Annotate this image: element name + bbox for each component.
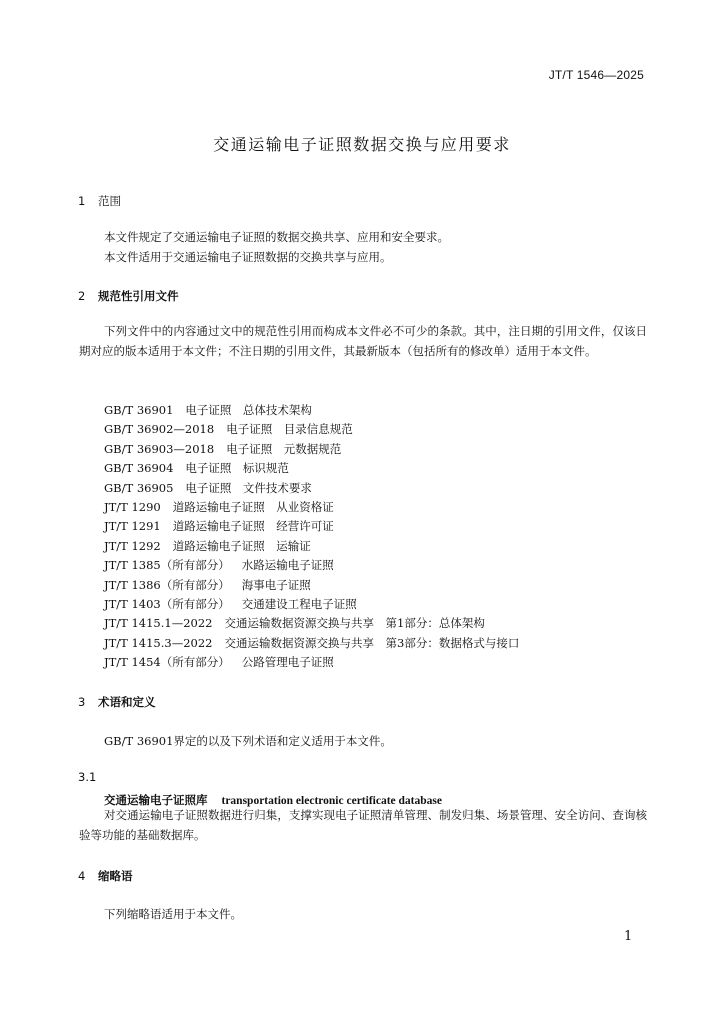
reference-item: [104, 556, 519, 575]
section-title: 缩略语: [98, 869, 133, 883]
reference-title: 电子证照 总体技术架构: [185, 403, 312, 417]
page-number: 1: [624, 929, 633, 944]
reference-code: GB/T 36901: [104, 403, 174, 417]
reference-title: 道路运输电子证照 运输证: [172, 538, 311, 553]
term-definition: 对交通运输电子证照数据进行归集，支撑实现电子证照清单管理、制发归集、场景管理、安全访问、查询核验等功能的基础数据库。: [79, 808, 647, 842]
scope-paragraph-2: 本文件适用于交通运输电子证照数据的交换共享与应用。: [104, 250, 392, 264]
reference-item: [104, 595, 519, 614]
reference-title: 道路运输电子证照 从业资格证: [172, 499, 334, 514]
section-title: 规范性引用文件: [98, 289, 179, 303]
abbreviations-intro: 下列缩略语适用于本文件。: [104, 907, 242, 921]
terms-intro: GB/T 36901界定的以及下列术语和定义适用于本文件。: [104, 734, 392, 748]
reference-code: GB/T 36902—2018: [104, 422, 215, 437]
section-1-heading: [78, 193, 121, 209]
reference-code: GB/T 36903—2018: [104, 441, 215, 456]
reference-code: JT/T 1292: [104, 538, 161, 553]
reference-code: JT/T 1385（所有部分）: [104, 558, 230, 573]
reference-item: [104, 517, 519, 536]
reference-item: [104, 576, 519, 595]
section-number: 4: [78, 869, 86, 883]
reference-item: [104, 401, 519, 420]
reference-item: [104, 634, 519, 653]
term-name-zh: 交通运输电子证照库: [104, 793, 208, 807]
section-2-heading: [78, 288, 179, 304]
term-number: 3.1: [78, 770, 97, 784]
reference-item: [104, 614, 519, 633]
section-3-heading: [78, 694, 156, 710]
reference-code: JT/T 1291: [104, 519, 161, 534]
section-title: 范围: [98, 194, 121, 208]
section-number: 2: [78, 289, 86, 303]
reference-title: 水路运输电子证照: [241, 558, 334, 573]
references-intro: 下列文件中的内容通过文中的规范性引用而构成本文件必不可少的条款。其中，注日期的引用文件，仅该日期对应的版本适用于本文件；不注日期的引用文件，其最新版本（包括所有的修改单）适用于本文件。: [79, 324, 647, 358]
reference-code: JT/T 1290: [104, 499, 161, 514]
reference-code: JT/T 1415.1—2022: [104, 616, 213, 631]
reference-item: [104, 479, 519, 498]
term-name-en: transportation electronic certificate database: [221, 795, 442, 807]
reference-title: 公路管理电子证照: [241, 655, 334, 670]
section-title: 术语和定义: [98, 695, 156, 709]
reference-title: 交通运输数据资源交换与共享 第1部分：总体架构: [224, 616, 485, 631]
reference-code: GB/T 36904: [104, 461, 174, 476]
reference-item: [104, 537, 519, 556]
document-title: 交通运输电子证照数据交换与应用要求: [213, 135, 511, 154]
reference-item: [104, 498, 519, 517]
section-number: 1: [78, 194, 86, 208]
section-number: 3: [78, 695, 86, 709]
reference-title: 交通建设工程电子证照: [241, 596, 357, 611]
reference-item: [104, 653, 519, 672]
reference-code: GB/T 36905: [104, 480, 174, 495]
reference-title: 道路运输电子证照 经营许可证: [172, 519, 334, 534]
reference-title: 电子证照 文件技术要求: [185, 480, 312, 495]
scope-paragraph-1: 本文件规定了交通运输电子证照的数据交换共享、应用和安全要求。: [104, 230, 449, 244]
reference-title: 电子证照 元数据规范: [226, 441, 342, 456]
reference-title: 交通运输数据资源交换与共享 第3部分：数据格式与接口: [224, 635, 520, 650]
standard-code: JT/T 1546—2025: [548, 68, 644, 82]
normative-references-list: [104, 401, 519, 672]
reference-code: JT/T 1454（所有部分）: [104, 655, 230, 670]
reference-item: [104, 440, 519, 459]
reference-title: 电子证照 目录信息规范: [226, 422, 353, 437]
reference-title: 电子证照 标识规范: [185, 461, 289, 476]
reference-title: 海事电子证照: [241, 577, 311, 592]
reference-code: JT/T 1386（所有部分）: [104, 577, 230, 592]
reference-code: JT/T 1403（所有部分）: [104, 596, 230, 611]
reference-item: [104, 420, 519, 439]
reference-code: JT/T 1415.3—2022: [104, 635, 213, 650]
reference-item: [104, 459, 519, 478]
section-4-heading: [78, 868, 133, 884]
